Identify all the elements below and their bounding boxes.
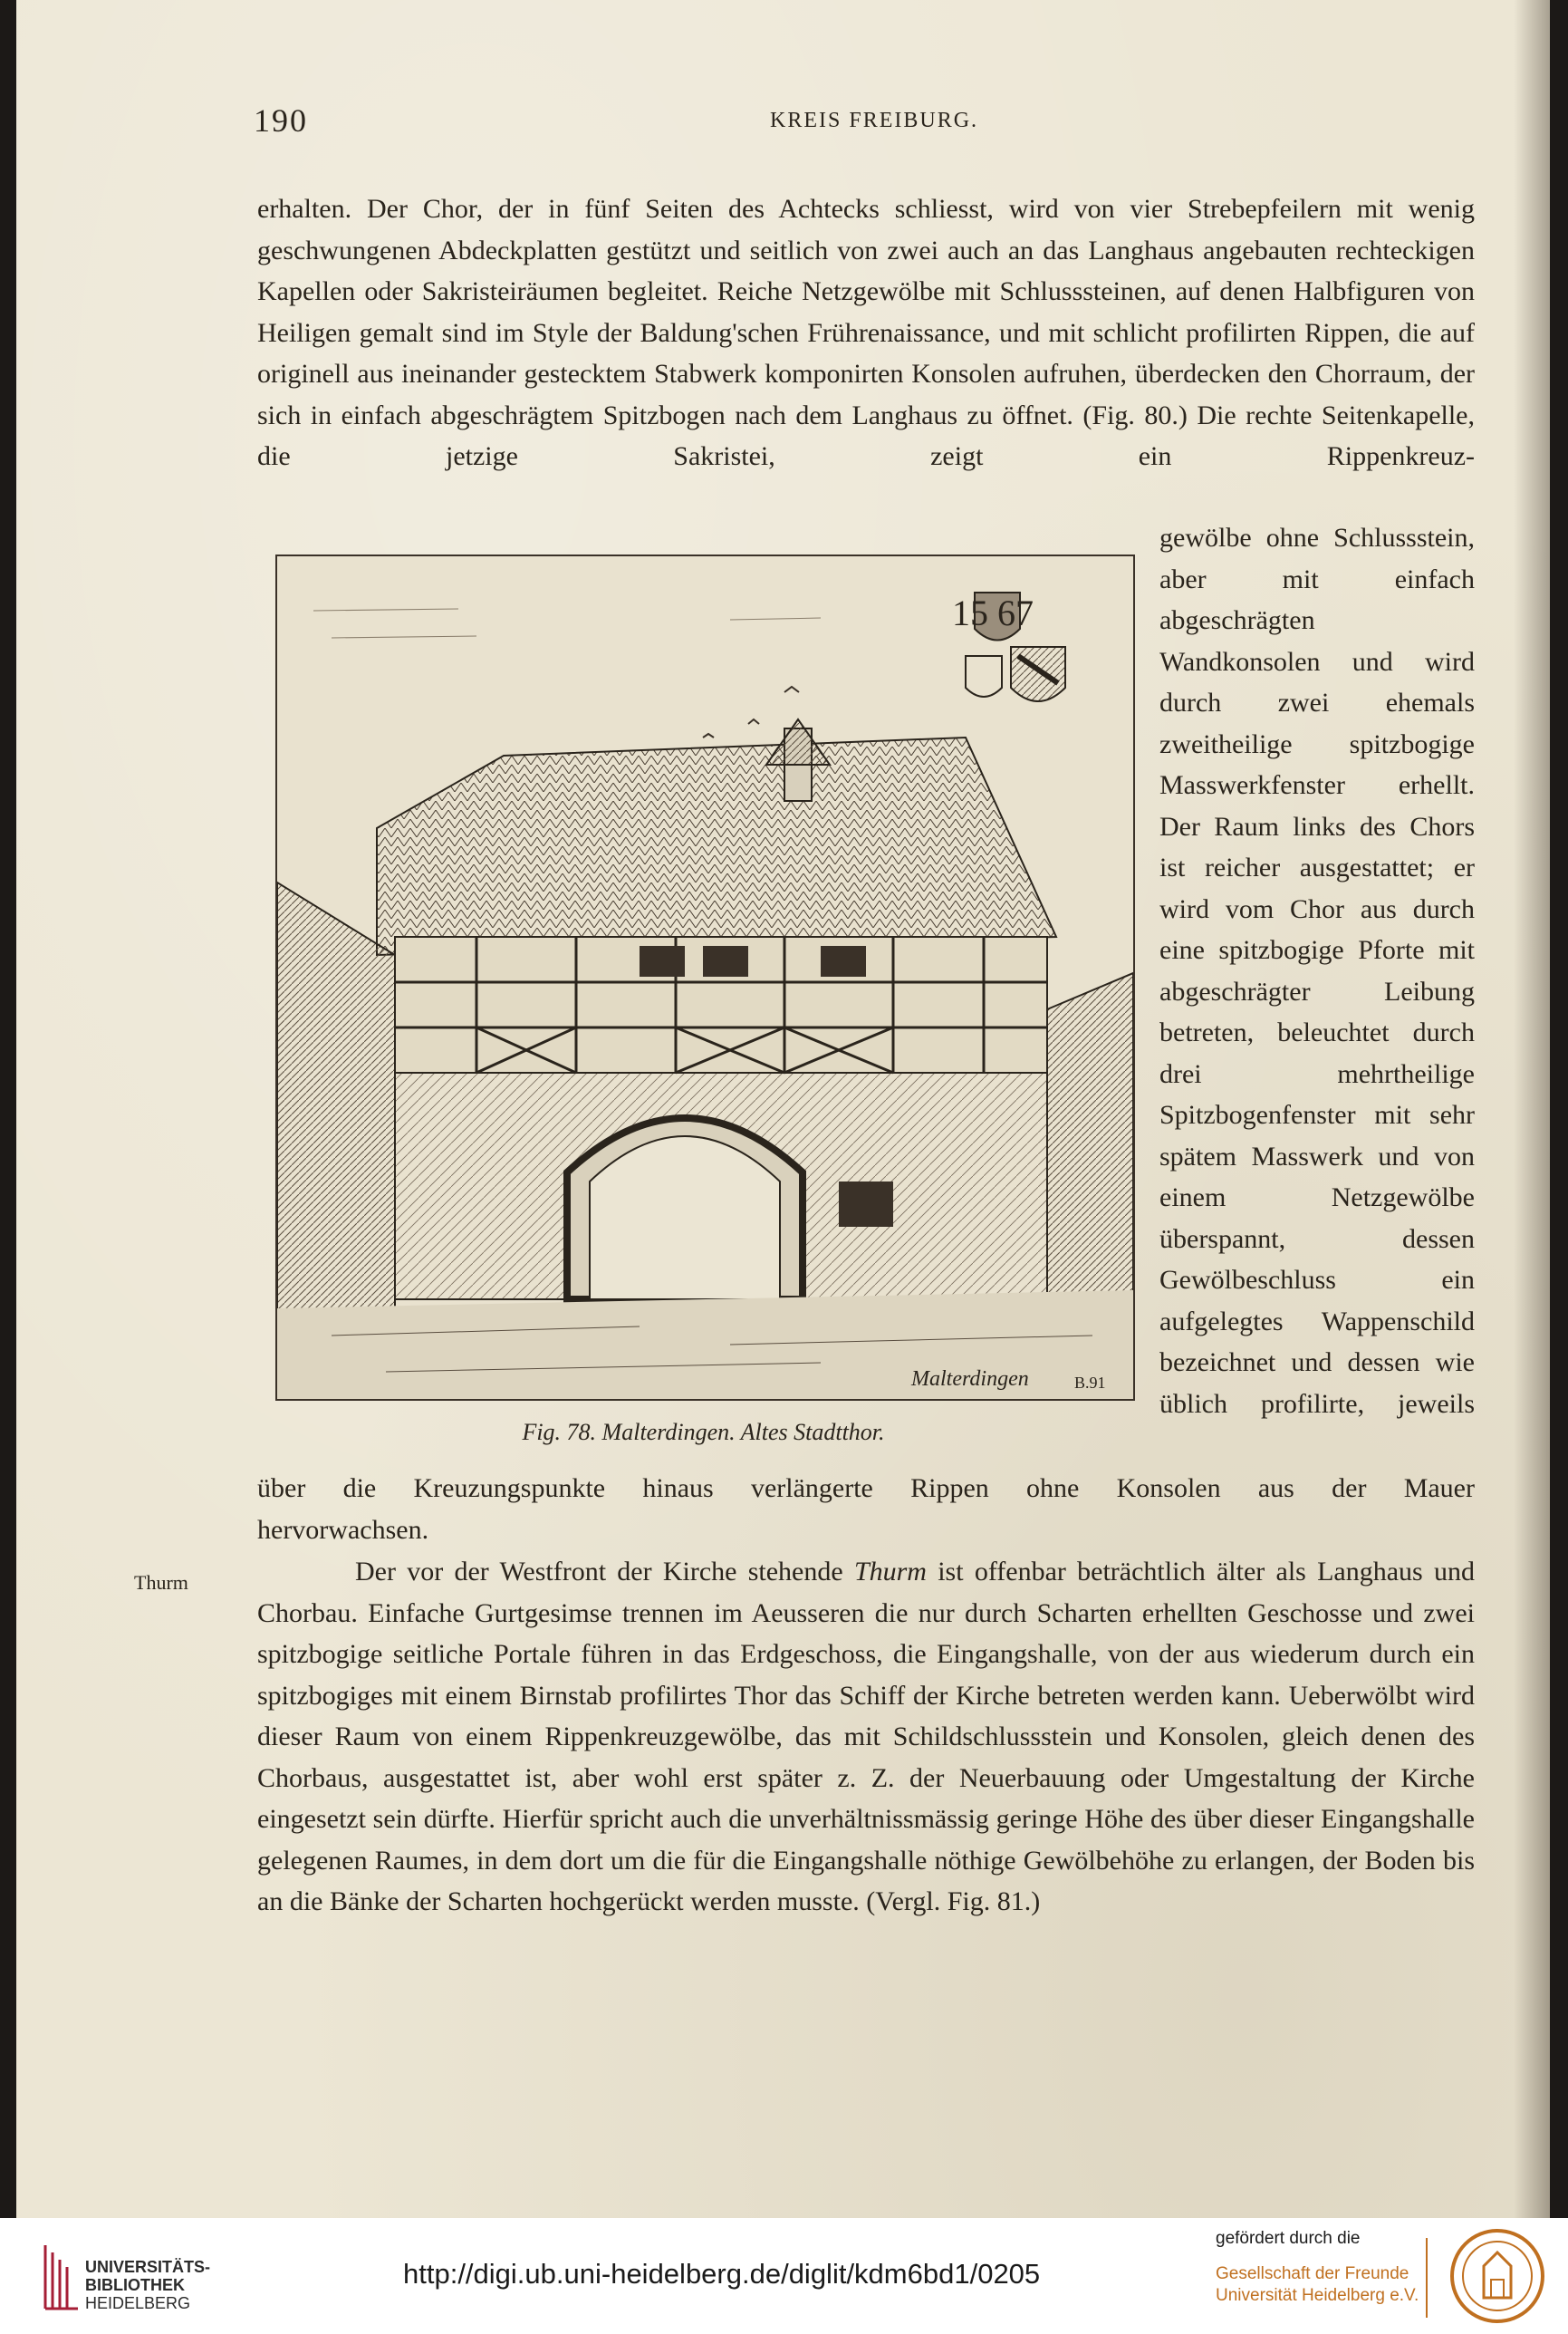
paragraph-narrow-column: gewölbe ohne Schlussstein, aber mit einfach abgeschrägten Wandkonsolen und wird durch zwei ehemals zweitheilige spitzbogige Masswerkfenster erhellt. Der Raum links des Chors ist reicher ausgestattet; er wird vom Chor aus durch eine spitzbogige Pforte mit abgeschrägter Leibung betreten, beleuchtet durch drei mehrtheilige Spitzbogenfenster mit sehr spätem Masswerk und von einem Netzgewölbe überspannt, dessen Gewölbeschluss ein aufgelegtes Wappenschild bezeichnet und dessen wie üblich profilirte, jeweils — [1159, 523, 1475, 1419]
society-seal-icon — [1448, 2225, 1547, 2327]
sponsor-name — [1216, 2263, 1419, 2307]
page-number: 190 — [254, 102, 308, 139]
paragraph-chor: erhalten. Der Chor, der in fünf Seiten des Achtecks schliesst, wird von vier Strebepfeilern mit wenig geschwungenen Abdeckplatten gestützt und seitlich von zwei auch an das Langhaus angebauten rechteckigen Kapellen oder Sakristeiräumen begleitet. Reiche Netzgewölbe mit Schlusssteinen, auf denen Halbfiguren von Heiligen gemalt sind im Style der Baldung'schen Frührenaissance, und mit schlicht profilirten Rippen, die auf originell aus ineinander gestecktem Stabwerk komponirten Konsolen aufruhen, überdecken den Chorraum, der sich in einfach abgeschrägtem Spitzbogen nach dem Langhaus zu öffnet. (Fig. 80.) Die rechte Seitenkapelle, die jetzige Sakristei, zeigt ein Rippenkreuz- — [257, 194, 1475, 471]
library-name-line: BIBLIOTHEK — [85, 2276, 185, 2294]
text-run: Der vor der Westfront der Kirche stehende — [355, 1557, 854, 1587]
emphasis-term: Thurm — [853, 1557, 927, 1587]
text-run: ist offenbar beträchtlich älter als Langhaus und Chorbau. Einfache Gurtgesimse trennen im Aeusseren die nur durch Scharten erhellten Geschosse und zwei spitzbogige seitliche Portale führen in das Erdgeschoss, die Eingangshalle, von der aus wiederum durch ein spitzbogiges mit einem Birnstab profilirtes Thor das Schiff der Kirche betreten werden kann. Ueberwölbt wird dieser Raum von einem Rippenkreuzgewölbe, das mit Schildschlussstein und Konsolen, gleich denen des Chorbaus, ausgestattet ist, aber wohl erst später z. Z. der Neuerbauung oder Umgestaltung der Kirche eingesetzt sein dürfte. Hierfür spricht auch die unverhältnissmässig geringe Höhe des über dieser Eingangshalle gelegenen Raumes, in dem dort um die für die Eingangshalle nöthige Gewölbehöhe zu erlangen, der Boden bis an die Bänke der Scharten hochgerückt werden musste. (Vergl. Fig. 81.) — [257, 1557, 1475, 1916]
paragraph-chor-ending — [257, 1468, 1475, 1550]
artist-signature: Malterdingen — [911, 1367, 1029, 1391]
footer-bar — [0, 2218, 1568, 2334]
paragraph-thurm — [257, 1551, 1475, 1923]
sponsor-name-line: Universität Heidelberg e.V. — [1216, 2286, 1419, 2305]
library-name-line: HEIDELBERG — [85, 2294, 191, 2312]
permalink-url[interactable]: http://digi.ub.uni-heidelberg.de/diglit/kdm6bd1/0205 — [403, 2258, 1041, 2290]
figure-78 — [275, 555, 1135, 1401]
figure-caption: Fig. 78. Malterdingen. Altes Stadtthor. — [522, 1419, 885, 1445]
page-header — [16, 101, 1550, 138]
sponsor-name-line: Gesellschaft der Freunde — [1216, 2264, 1409, 2283]
footer-divider — [1426, 2238, 1428, 2318]
gate-illustration — [277, 556, 1133, 1399]
page-edge-shadow — [1514, 0, 1550, 2218]
date-inscription: 15 67 — [952, 593, 1034, 633]
library-name — [85, 2258, 210, 2312]
artist-mark: B.91 — [1074, 1374, 1106, 1392]
text-line: hervorwachsen. — [257, 1514, 429, 1545]
text-line: über die Kreuzungspunkte hinaus verlängerte Rippen ohne Konsolen aus der Mauer — [257, 1473, 1475, 1503]
scanned-page — [16, 0, 1550, 2218]
sponsor-label: gefördert durch die — [1216, 2229, 1361, 2248]
running-head: KREIS FREIBURG. — [770, 109, 979, 132]
marginal-note: Thurm — [134, 1571, 188, 1594]
library-name-line: UNIVERSITÄTS- — [85, 2258, 211, 2276]
